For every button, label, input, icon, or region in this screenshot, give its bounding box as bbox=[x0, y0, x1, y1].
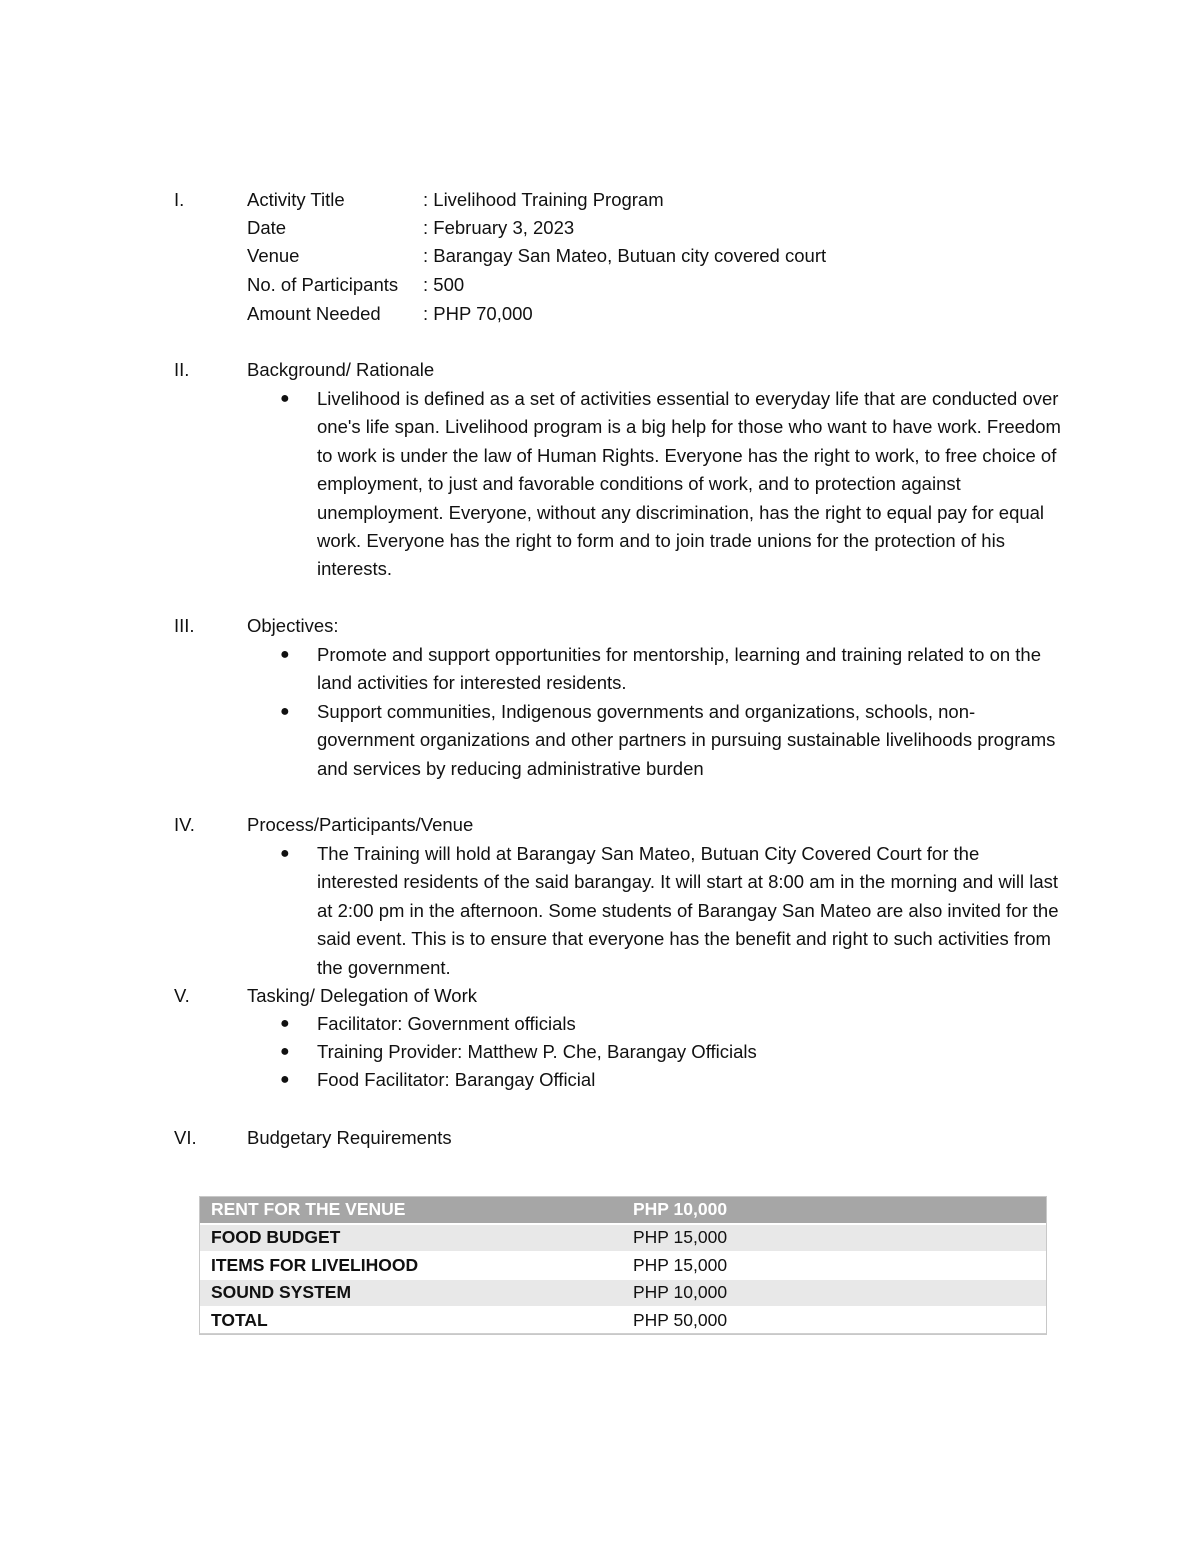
bullet-icon: ● bbox=[280, 1071, 290, 1088]
budget-item: ITEMS FOR LIVELIHOOD bbox=[199, 1252, 621, 1280]
budget-amount: PHP 10,000 bbox=[621, 1196, 1047, 1224]
field-value: : Barangay San Mateo, Butuan city covered court bbox=[423, 245, 827, 266]
budget-amount: PHP 15,000 bbox=[621, 1224, 1047, 1252]
tasking-text: Training Provider: Matthew P. Che, Barangay Officials bbox=[317, 1041, 757, 1062]
process-paragraph: The Training will hold at Barangay San Mateo, Butuan City Covered Court for the interested residents of the said barangay. It will start at 8:00 am in the morning and will last at 2:00 pm in the afternoon. Some students of Barangay San Mateo are also invited for the said event. This is to ensure that everyone has the benefit and right to such activities from the government. bbox=[317, 843, 1059, 978]
budget-amount: PHP 15,000 bbox=[621, 1252, 1047, 1280]
field-label: Venue bbox=[247, 245, 300, 266]
field-value: : Livelihood Training Program bbox=[423, 189, 664, 210]
section-number: I. bbox=[174, 189, 185, 210]
objective-text: Support communities, Indigenous governments and organizations, schools, non-government organizations and other partners in pursuing sustainable livelihoods programs and services by reducing administrative burden bbox=[317, 701, 1056, 779]
section-title: Process/Participants/Venue bbox=[247, 814, 474, 835]
tasking-text: Facilitator: Government officials bbox=[317, 1013, 576, 1034]
budget-amount: PHP 10,000 bbox=[621, 1279, 1047, 1307]
background-paragraph: Livelihood is defined as a set of activities essential to everyday life that are conducted over one's life span. Livelihood program is a big help for those who want to have work. Freedom to work is under the law of Human Rights. Everyone has the right to work, to free choice of employment, to just and favorable conditions of work, and to protection against unemployment. Everyone, without any discrimination, has the right to equal pay for equal work. Everyone has the right to form and to join trade unions for the protection of his interests. bbox=[317, 388, 1061, 580]
bullet-icon: ● bbox=[280, 845, 290, 862]
field-label: No. of Participants bbox=[247, 274, 399, 295]
budget-table-border bbox=[199, 1196, 1047, 1335]
budget-item: RENT FOR THE VENUE bbox=[199, 1196, 621, 1224]
section-title: Background/ Rationale bbox=[247, 359, 435, 380]
budget-amount: PHP 50,000 bbox=[621, 1307, 1047, 1335]
bullet-icon: ● bbox=[280, 390, 290, 407]
bullet-icon: ● bbox=[280, 1043, 290, 1060]
section-title: Tasking/ Delegation of Work bbox=[247, 985, 477, 1006]
section-number: III. bbox=[174, 615, 195, 636]
section-title: Objectives: bbox=[247, 615, 339, 636]
section-number: V. bbox=[174, 985, 190, 1006]
field-label: Date bbox=[247, 217, 287, 238]
field-label: Activity Title bbox=[247, 189, 345, 210]
section-title: Budgetary Requirements bbox=[247, 1127, 452, 1148]
objective-text: Promote and support opportunities for mentorship, learning and training related to on the land activities for interested residents. bbox=[317, 644, 1042, 694]
tasking-text: Food Facilitator: Barangay Official bbox=[317, 1069, 596, 1090]
budget-item: SOUND SYSTEM bbox=[199, 1279, 621, 1307]
field-value: : PHP 70,000 bbox=[423, 303, 533, 324]
bullet-icon: ● bbox=[280, 646, 290, 663]
field-label: Amount Needed bbox=[247, 303, 381, 324]
field-value: : 500 bbox=[423, 274, 465, 295]
budget-item: FOOD BUDGET bbox=[199, 1224, 621, 1252]
section-number: II. bbox=[174, 359, 190, 380]
section-number: VI. bbox=[174, 1127, 197, 1148]
bullet-icon: ● bbox=[280, 1015, 290, 1032]
budget-item: TOTAL bbox=[199, 1307, 621, 1335]
section-number: IV. bbox=[174, 814, 195, 835]
field-value: : February 3, 2023 bbox=[423, 217, 575, 238]
bullet-icon: ● bbox=[280, 703, 290, 720]
